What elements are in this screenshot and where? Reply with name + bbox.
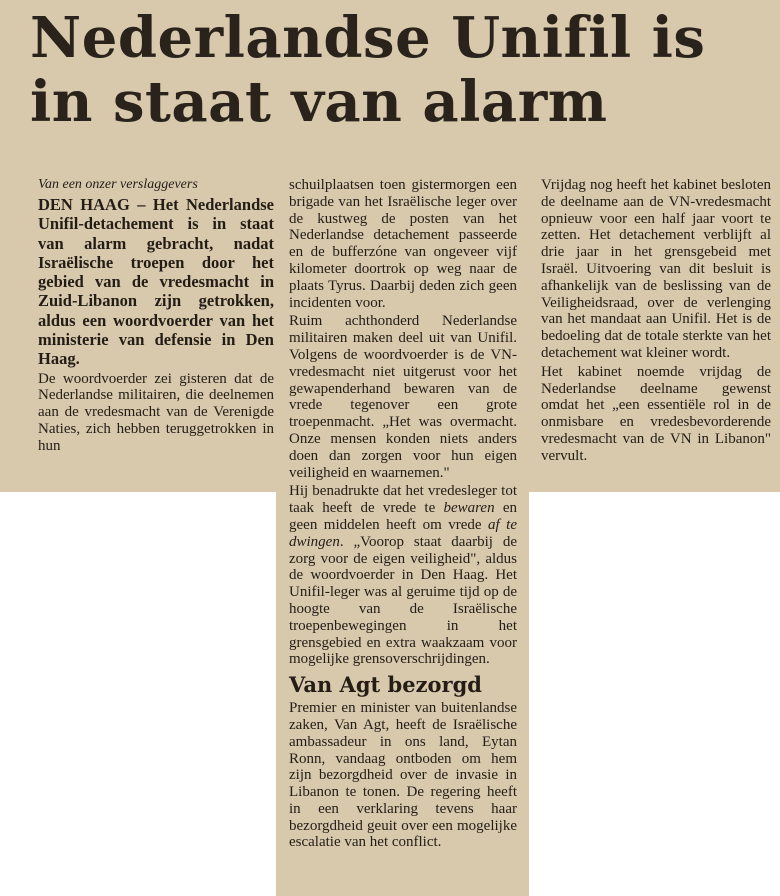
paragraph: Ruim achthonderd Nederlandse militairen maken deel uit van Unifil. Volgens de woordvoerder is de VN-vredesmacht niet uitgerust voor het gewapenderhand bewaren van de vrede tegenover een grote troepenmacht. „Het was overmacht. Onze mensen konden niets anders doen dan zorgen voor hun eigen veiligheid en waarnemen." (289, 313, 517, 481)
subheading: Van Agt bezorgd (289, 672, 482, 698)
column-1 (38, 176, 274, 457)
headline-line-1: Nederlandse Unifil is (30, 5, 706, 71)
text-run: Hij benadrukte dat het vredesleger tot taak heeft de vrede te (289, 483, 517, 517)
column-3 (541, 177, 771, 467)
paragraph: De woordvoerder zei gisteren dat de Nederlandse militairen, die deelnemen aan de vredesmacht van de Verenigde Naties, zich hebben teruggetrokken in hun (38, 370, 274, 454)
paragraph: schuilplaatsen toen gistermorgen een brigade van het Israëlische leger over de kustweg de posten van het Nederlandse detachement passeerde en de bufferzóne van ongeveer vijf kilometer doortrok op weg naar de plaats Tyrus. Daarbij deden zich geen incidenten voor. (289, 177, 517, 311)
dateline: DEN HAAG – (38, 195, 146, 214)
headline-line-2: in staat van alarm (30, 69, 608, 135)
byline: Van een onzer verslaggevers (38, 177, 198, 192)
paragraph (289, 483, 517, 668)
emphasis: af te dwingen (289, 516, 517, 550)
paragraph: Vrijdag nog heeft het kabinet besloten de deelname aan de VN-vredesmacht opnieuw voor een half jaar voort te zetten. Het detachement verblijft al drie jaar in het grensgebeid met Israël. Uitvoering van dit besluit is afhankelijk van de beslissing van de Veiligheidsraad, over de verlenging van het mandaat aan Unifil. Het is de bedoeling dat de totale sterkte van het detachement wat kleiner wordt. (541, 177, 771, 361)
emphasis: bewaren (443, 500, 495, 517)
lead-paragraph (38, 195, 274, 369)
column-2 (289, 177, 517, 853)
text-run: . „Voorop staat daarbij de zorg voor de eigen veiligheid", aldus de woordvoerder in Den Haag. Het Unifil-leger was al geruime tijd op de hoogte van de Israëlische troepenbewegingen in het grensgebied en extra waakzaam voor mogelijke grensoverschrijdingen. (289, 533, 517, 668)
paragraph: Premier en minister van buitenlandse zaken, Van Agt, heeft de Israëlische ambassadeur in ons land, Eytan Ronn, vandaag ontboden om hem zijn bezorgdheid over de invasie in Libanon te tonen. De regering heeft in een verklaring tevens haar bezorgdheid geuit over een mogelijke escalatie van het conflict. (289, 700, 517, 851)
lead-text: Het Nederlandse Unifil-detachement is in staat van alarm gebracht, nadat Israëlische troepen door het gebied van de vredesmacht in Zuid-Libanon zijn getrokken, aldus een woordvoerder van het ministerie van defensie in Den Haag. (38, 195, 274, 369)
text-run: en geen middelen heeft om vrede (289, 500, 517, 533)
headline (30, 6, 770, 134)
paragraph: Het kabinet noemde vrijdag de Nederlandse deelname gewenst omdat het „een essentiële rol in de onmisbare en vredesbevorderende vredesmacht van de VN in Libanon" vervult. (541, 363, 771, 464)
